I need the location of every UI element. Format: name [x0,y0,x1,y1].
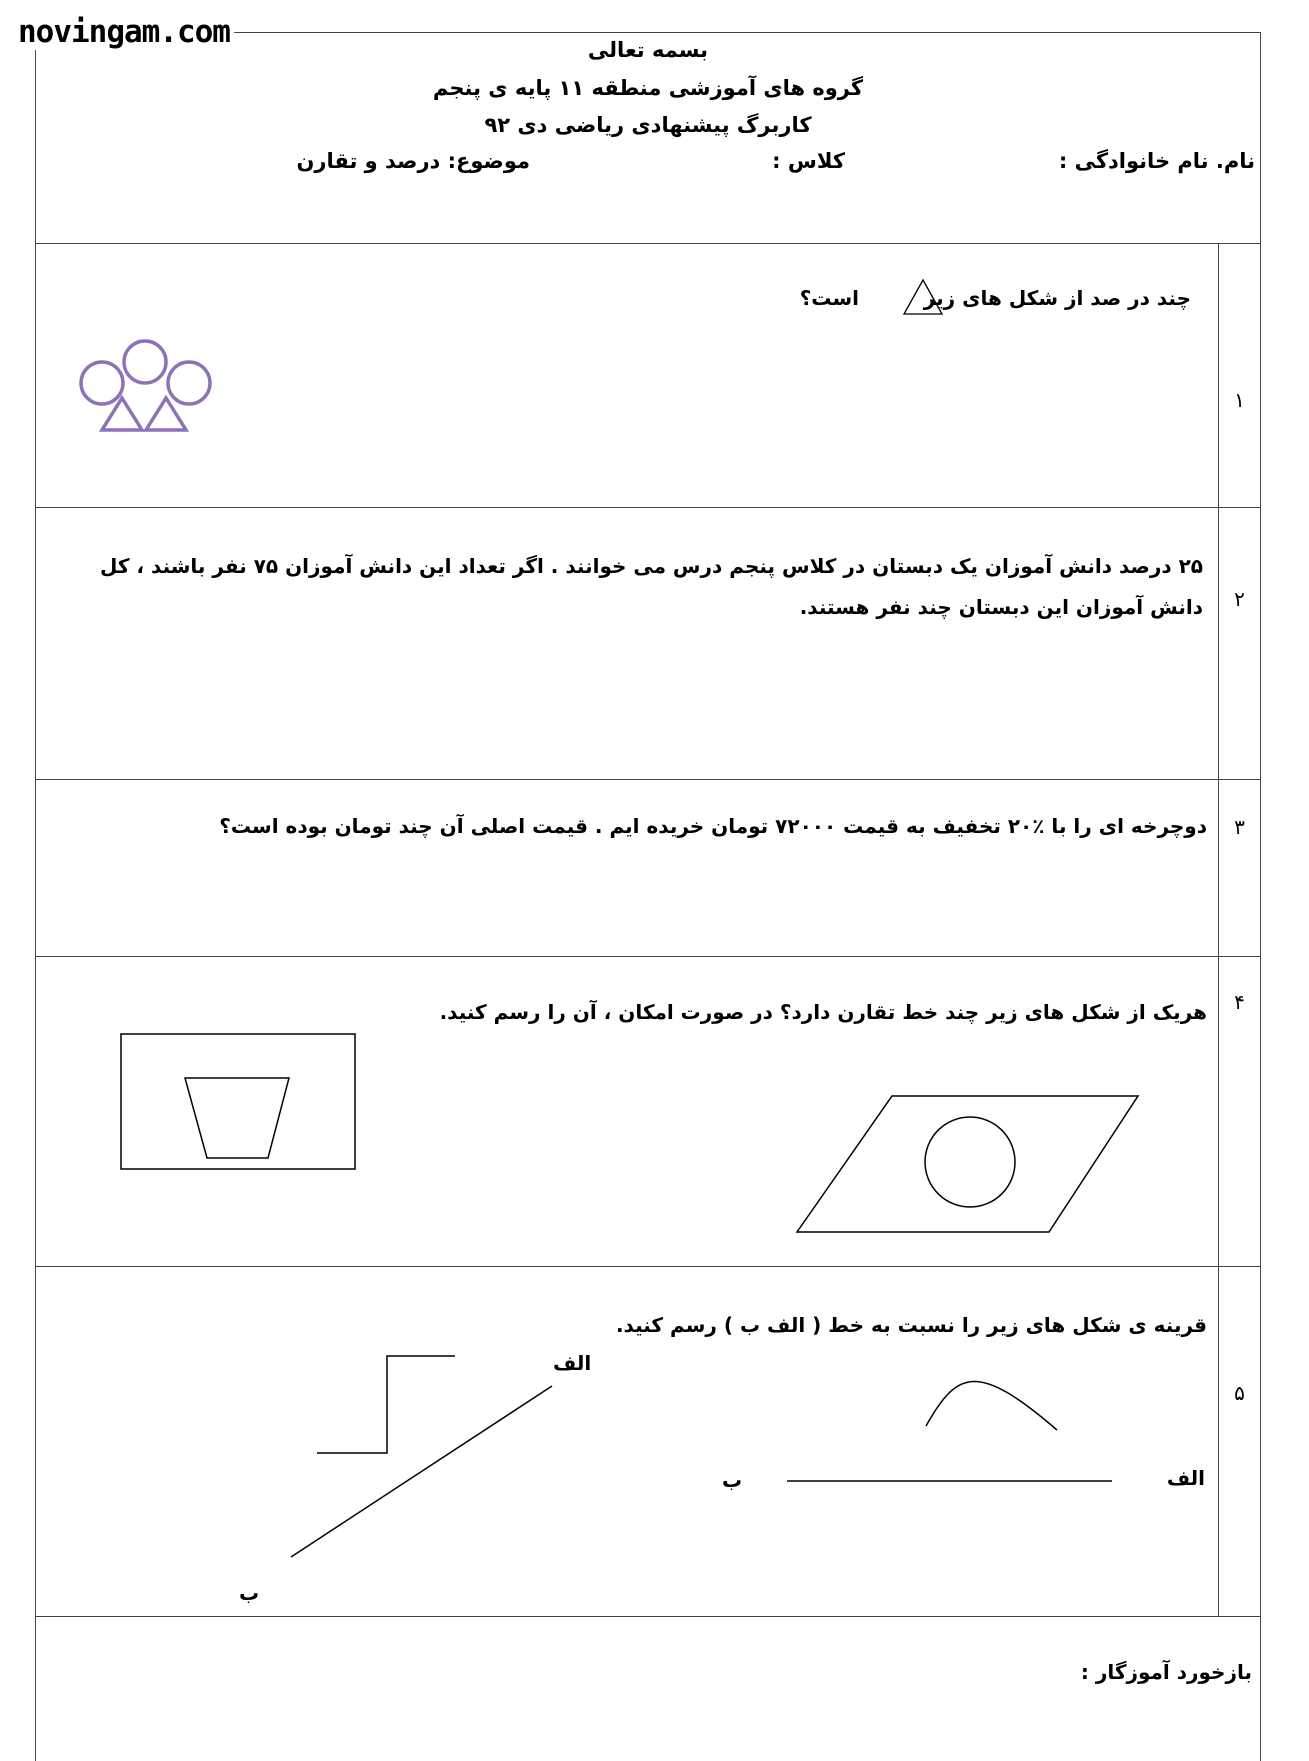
header-worksheet-title: کاربرگ پیشنهادی ریاضی دی ۹۲ [484,113,812,137]
circle-shape [168,362,210,404]
number-column [1218,243,1261,507]
number-column [1218,507,1261,779]
question-5-text: قرینه ی شکل های زیر را نسبت به خط ( الف ب ) رسم کنید. [615,1313,1207,1337]
number-column [1218,1266,1261,1616]
question-row-2 [35,507,1261,780]
circle-shape [124,341,166,383]
header-bismillah: بسمه تعالی [587,38,709,62]
question-4-text: هریک از شکل های زیر چند خط تقارن دارد؟ در صورت امکان ، آن را رسم کنید. [439,1000,1207,1024]
watermark-text: novingam.com [18,14,234,50]
question-row-5 [35,1266,1261,1617]
question-row-3 [35,779,1261,957]
question-number: ۱ [1234,388,1245,412]
topic-field-label: موضوع: درصد و تقارن [296,149,530,173]
question-row-4 [35,956,1261,1267]
curve-shape [926,1381,1057,1430]
question-row-1 [35,243,1261,508]
question-number: ۴ [1234,990,1245,1014]
rectangle-shape [121,1034,355,1169]
trapezoid-shape [185,1078,289,1158]
label-be-left: ب [239,1581,260,1605]
question-1-text-part1: چند در صد از شکل های زیر [923,286,1191,310]
number-column [1218,956,1261,1266]
circle-shape [81,362,123,404]
curve-and-axis-figure [787,1366,1187,1566]
symmetry-axis-line [291,1386,552,1557]
question-2-text: ۲۵ درصد دانش آموزان یک دبستان در کلاس پنجم درس می خوانند . اگر تعداد این دانش آموزان ۷۵ نفر باشند ، کل دانش آموزان این دبستان چند نفر هستند. [100,554,1203,619]
worksheet-header [35,32,1261,244]
circle-shape [925,1117,1015,1207]
question-3-text: دوچرخه ای را با ٪۲۰ تخفیف به قیمت ۷۲۰۰۰ تومان خریده ایم . قیمت اصلی آن چند تومان بوده است؟ [219,814,1207,838]
name-field-label: نام. نام خانوادگی : [1058,149,1255,173]
label-alef-left: الف [553,1351,592,1375]
question-number: ۳ [1234,815,1245,839]
step-and-diagonal-figure [255,1356,575,1596]
question-number: ۵ [1234,1381,1245,1405]
triangle-icon [902,278,944,316]
step-shape [317,1356,455,1453]
header-group-title: گروه های آموزشی منطقه ۱۱ پایه ی پنجم [432,76,864,100]
question-1-text-part2: است؟ [799,286,859,310]
teacher-feedback-label: بازخورد آموزگار : [1080,1660,1252,1684]
class-field-label: کلاس : [772,149,845,173]
parallelogram-circle-figure [797,1096,1147,1236]
rectangle-trapezoid-figure [121,1034,361,1174]
circles-and-triangles-figure [79,333,224,443]
number-column [1218,779,1261,956]
label-alef-right: الف [1166,1466,1205,1490]
question-number: ۲ [1234,587,1245,611]
label-be-right: ب [722,1468,743,1492]
